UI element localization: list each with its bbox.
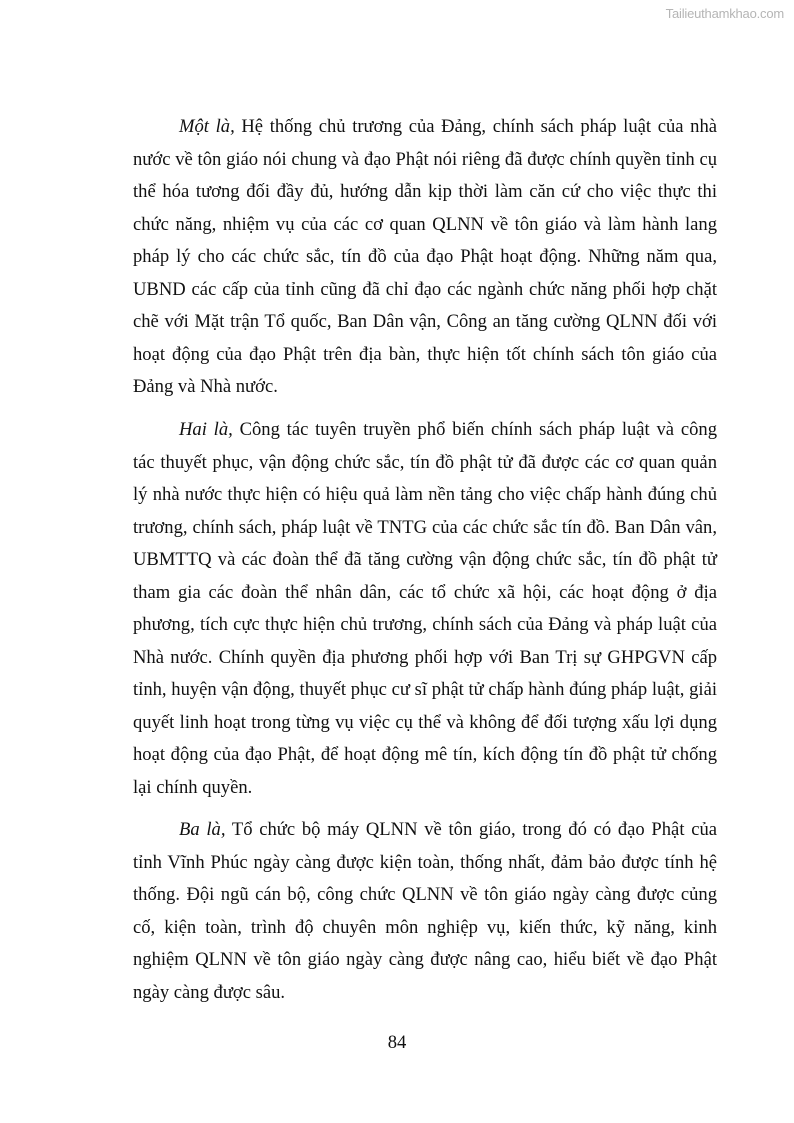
text-line: thống. Đội ngũ cán bộ, công chức QLNN về tôn giáo ngày càng được củng (133, 884, 717, 905)
text-line (179, 112, 717, 142)
text-line: nước về tôn giáo nói chung và đạo Phật nói riêng đã được chính quyền tỉnh cụ (133, 148, 717, 170)
text-line: chức năng, nhiệm vụ của các cơ quan QLNN về tôn giáo và làm hành lang (133, 213, 717, 235)
text-line: ngày càng được sâu. (133, 981, 286, 1003)
text-line: Đảng và Nhà nước. (133, 376, 278, 397)
text-line: nghiệm QLNN về tôn giáo ngày càng được nâng cao, hiểu biết về đạo Phật (133, 949, 717, 970)
text-line: lại chính quyền. (133, 776, 253, 798)
text-line: UBMTTQ và các đoàn thể đã tăng cường vận động chức sắc, tín đồ phật tử (133, 549, 717, 570)
text-span: Tổ chức bộ máy QLNN về tôn giáo, trong đó có đạo Phật của (225, 819, 717, 840)
text-line: tỉnh Vĩnh Phúc ngày càng được kiện toàn, thống nhất, đảm bảo được tính hệ (133, 851, 717, 873)
text-line: tỉnh, huyện vận động, thuyết phục cư sĩ phật tử chấp hành đúng pháp luật, giải (133, 679, 717, 700)
text-line: hoạt động của đạo Phật, để hoạt động mê tín, kích động tín đồ phật tử chống (133, 744, 717, 765)
text-line: thể hóa tương đối đầy đủ, hướng dẫn kịp thời làm căn cứ cho việc thực thi (133, 181, 717, 202)
paragraph-lead: Hai là, (179, 419, 233, 440)
text-line: pháp lý cho các chức sắc, tín đồ của đạo Phật hoạt động. Những năm qua, (133, 246, 717, 267)
text-line (179, 815, 717, 845)
text-line: tham gia các đoàn thể nhân dân, các tổ chức xã hội, các hoạt động ở địa (133, 581, 717, 603)
text-line: chẽ với Mặt trận Tổ quốc, Ban Dân vận, Công an tăng cường QLNN đối với (133, 311, 717, 332)
text-line: tác thuyết phục, vận động chức sắc, tín đồ phật tử đã được các cơ quan quản (133, 451, 717, 473)
text-span: Hệ thống chủ trương của Đảng, chính sách pháp luật của nhà (234, 116, 717, 137)
text-line: lý nhà nước thực hiện có hiệu quả làm nền tảng cho việc chấp hành đúng chủ (133, 484, 717, 505)
text-span: Công tác tuyên truyền phổ biến chính sách pháp luật và công (232, 419, 717, 440)
paragraph-lead: Một là, (179, 116, 235, 137)
text-line (179, 415, 717, 445)
text-line: trương, chính sách, pháp luật về TNTG của các chức sắc tín đồ. Ban Dân vân, (133, 516, 717, 538)
text-line: hoạt động của đạo Phật trên địa bàn, thực hiện tốt chính sách tôn giáo của (133, 343, 717, 365)
text-line: phương, tích cực thực hiện chủ trương, chính sách của Đảng và pháp luật của (133, 614, 717, 635)
text-line: cố, kiện toàn, trình độ chuyên môn nghiệp vụ, kiến thức, kỹ năng, kinh (133, 916, 717, 938)
paragraph-lead: Ba là, (179, 819, 226, 840)
text-line: Nhà nước. Chính quyền địa phương phối hợp với Ban Trị sự GHPGVN cấp (133, 646, 717, 668)
text-line: quyết linh hoạt trong từng vụ việc cụ thể và không để đối tượng xấu lợi dụng (133, 711, 717, 733)
page-number: 84 (387, 1032, 407, 1053)
watermark: Tailieuthamkhao.com (665, 6, 784, 21)
text-line: UBND các cấp của tỉnh cũng đã chỉ đạo các ngành chức năng phối hợp chặt (133, 278, 717, 300)
